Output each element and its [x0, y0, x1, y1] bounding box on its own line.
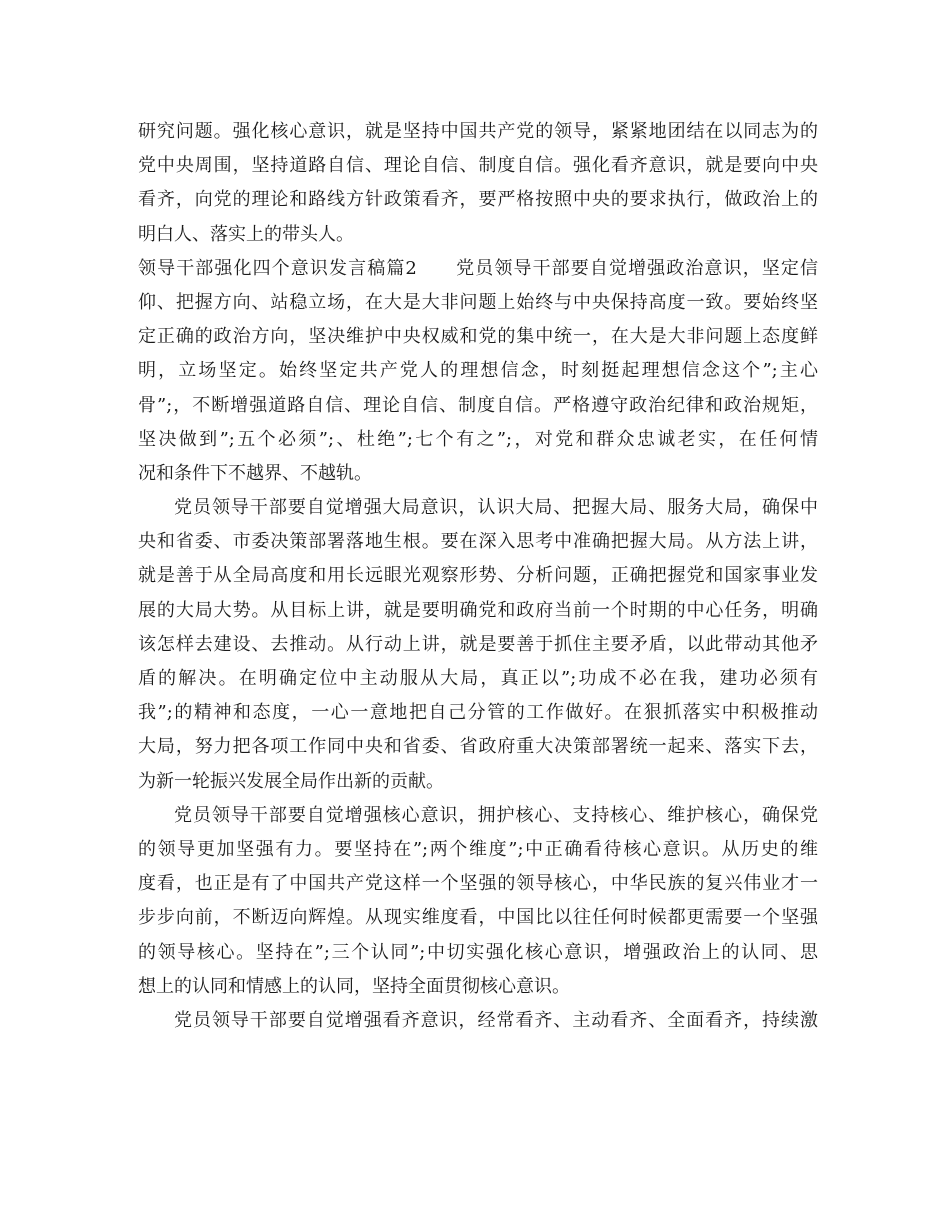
- text-line: 展的大局大势。从目标上讲，就是要明确党和政府当前一个时期的中心任务，明确: [138, 599, 818, 621]
- text-line: 党员领导干部要自觉增强核心意识，拥护核心、支持核心、维护核心，确保党: [174, 804, 818, 826]
- text-line: 明白人、落实上的带头人。: [138, 223, 354, 245]
- text-line: 看齐，向党的理论和路线方针政策看齐，要严格按照中央的要求执行，做政治上的: [138, 189, 818, 211]
- document-body: [138, 115, 818, 1038]
- text-line: 央和省委、市委决策部署落地生根。要在深入思考中准确把握大局。从方法上讲，: [138, 531, 818, 553]
- text-line: 为新一轮振兴发展全局作出新的贡献。: [138, 770, 444, 792]
- text-line: 党中央周围，坚持道路自信、理论自信、制度自信。强化看齐意识，就是要向中央: [138, 155, 818, 177]
- text-line: 定正确的政治方向，坚决维护中央权威和党的集中统一，在大是大非问题上态度鲜: [138, 326, 818, 348]
- text-line: 大局，努力把各项工作同中央和省委、省政府重大决策部署统一起来、落实下去，: [138, 736, 818, 758]
- text-line: 党员领导干部要自觉增强看齐意识，经常看齐、主动看齐、全面看齐，持续激: [174, 1009, 818, 1031]
- text-line: 骨”;，不断增强道路自信、理论自信、制度自信。严格遵守政治纪律和政治规矩，: [138, 394, 818, 416]
- text-line: 领导干部强化四个意识发言稿篇2 党员领导干部要自觉增强政治意识，坚定信: [138, 257, 818, 279]
- text-line: 度看，也正是有了中国共产党这样一个坚强的领导核心，中华民族的复兴伟业才一: [138, 873, 818, 895]
- text-line: 仰、把握方向、站稳立场，在大是大非问题上始终与中央保持高度一致。要始终坚: [138, 291, 818, 313]
- text-line: 的领导更加坚强有力。要坚持在”;两个维度”;中正确看待核心意识。从历史的维: [138, 838, 818, 860]
- text-line: 坚决做到”;五个必须”;、杜绝”;七个有之”;，对党和群众忠诚老实，在任何情: [138, 428, 818, 450]
- text-line: 就是善于从全局高度和用长远眼光观察形势、分析问题，正确把握党和国家事业发: [138, 565, 818, 587]
- text-line: 盾的解决。在明确定位中主动服从大局，真正以”;功成不必在我，建功必须有: [138, 668, 818, 689]
- text-line: 该怎样去建设、去推动。从行动上讲，就是要善于抓住主要矛盾，以此带动其他矛: [138, 633, 818, 655]
- text-line: 况和条件下不越界、不越轨。: [138, 462, 372, 484]
- text-line: 的领导核心。坚持在”;三个认同”;中切实强化核心意识，增强政治上的认同、思: [138, 941, 818, 963]
- text-line: 党员领导干部要自觉增强大局意识，认识大局、把握大局、服务大局，确保中: [174, 497, 818, 519]
- text-line: 明，立场坚定。始终坚定共产党人的理想信念，时刻挺起理想信念这个”;主心: [138, 360, 818, 382]
- text-line: 我”;的精神和态度，一心一意地把自己分管的工作做好。在狠抓落实中积极推动: [138, 702, 818, 724]
- text-line: 研究问题。强化核心意识，就是坚持中国共产党的领导，紧紧地团结在以同志为的: [138, 121, 818, 142]
- text-line: 想上的认同和情感上的认同，坚持全面贯彻核心意识。: [138, 975, 570, 997]
- text-line: 步步向前，不断迈向辉煌。从现实维度看，中国比以往任何时候都更需要一个坚强: [138, 907, 818, 929]
